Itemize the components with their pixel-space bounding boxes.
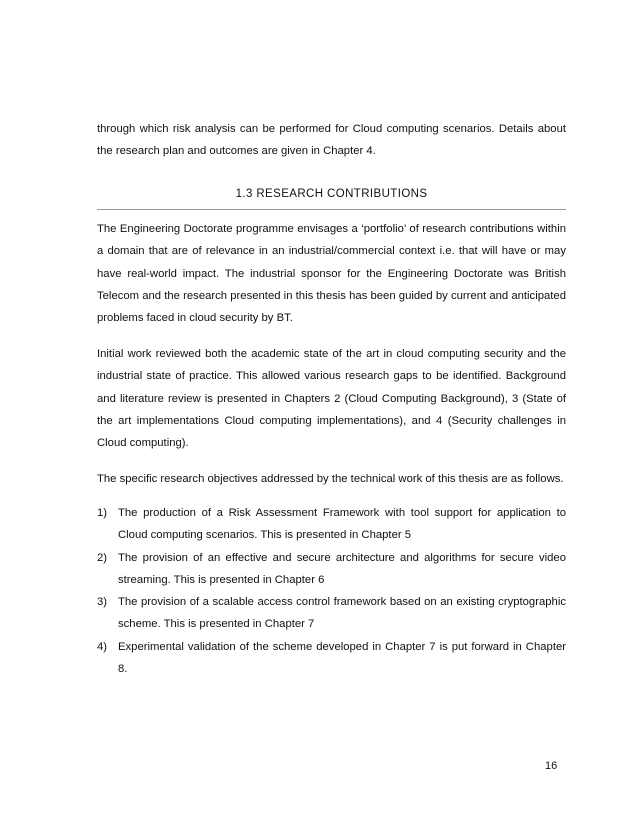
paragraph-objectives-intro: The specific research objectives addressed by the technical work of this thesis are as follows. [97, 473, 564, 485]
list-item-number: 3) [97, 596, 108, 609]
intro-paragraph: through which risk analysis can be performed for Cloud computing scenarios. Details about the research plan and outcomes are given in Chapter 4. [97, 123, 566, 158]
list-item [97, 636, 566, 681]
list-item-number: 2) [97, 551, 108, 564]
list-item [97, 547, 566, 592]
list-item-number: 1) [97, 507, 108, 519]
list-item-text: The production of a Risk Assessment Framework with tool support for application to Cloud computing scenarios. This is presented in Chapter 5 [118, 507, 566, 542]
list-item-number: 4) [97, 640, 108, 653]
list-item-text: Experimental validation of the scheme developed in Chapter 7 is put forward in Chapter 8. [118, 640, 566, 676]
objectives-list [97, 502, 566, 680]
paragraph-portfolio: The Engineering Doctorate programme envisages a ‘portfolio’ of research contributions within a domain that are of relevance in an industrial/commercial context i.e. that will have or may have real-world impact. The industrial sponsor for the Engineering Doctorate was British Telecom and the research presented in this thesis has been guided by current and anticipated problems faced in cloud security by BT. [97, 223, 566, 325]
page-number: 16 [545, 760, 558, 772]
list-item [97, 591, 566, 636]
list-item-text: The provision of a scalable access control framework based on an existing cryptographic scheme. This is presented in Chapter 7 [118, 596, 566, 631]
list-item-text: The provision of an effective and secure architecture and algorithms for secure video streaming. This is presented in Chapter 6 [118, 551, 566, 586]
list-item [97, 502, 566, 547]
section-heading: 1.3 RESEARCH CONTRIBUTIONS [235, 188, 428, 200]
paragraph-initial-work: Initial work reviewed both the academic state of the art in cloud computing security and the industrial state of practice. This allowed various research gaps to be identified. Background and literature review is presented in Chapters 2 (Cloud Computing Background), 3 (State of the art implementations Cloud computing implementations), and 4 (Security challenges in Cloud computing). [97, 348, 566, 450]
heading-divider [97, 209, 566, 210]
